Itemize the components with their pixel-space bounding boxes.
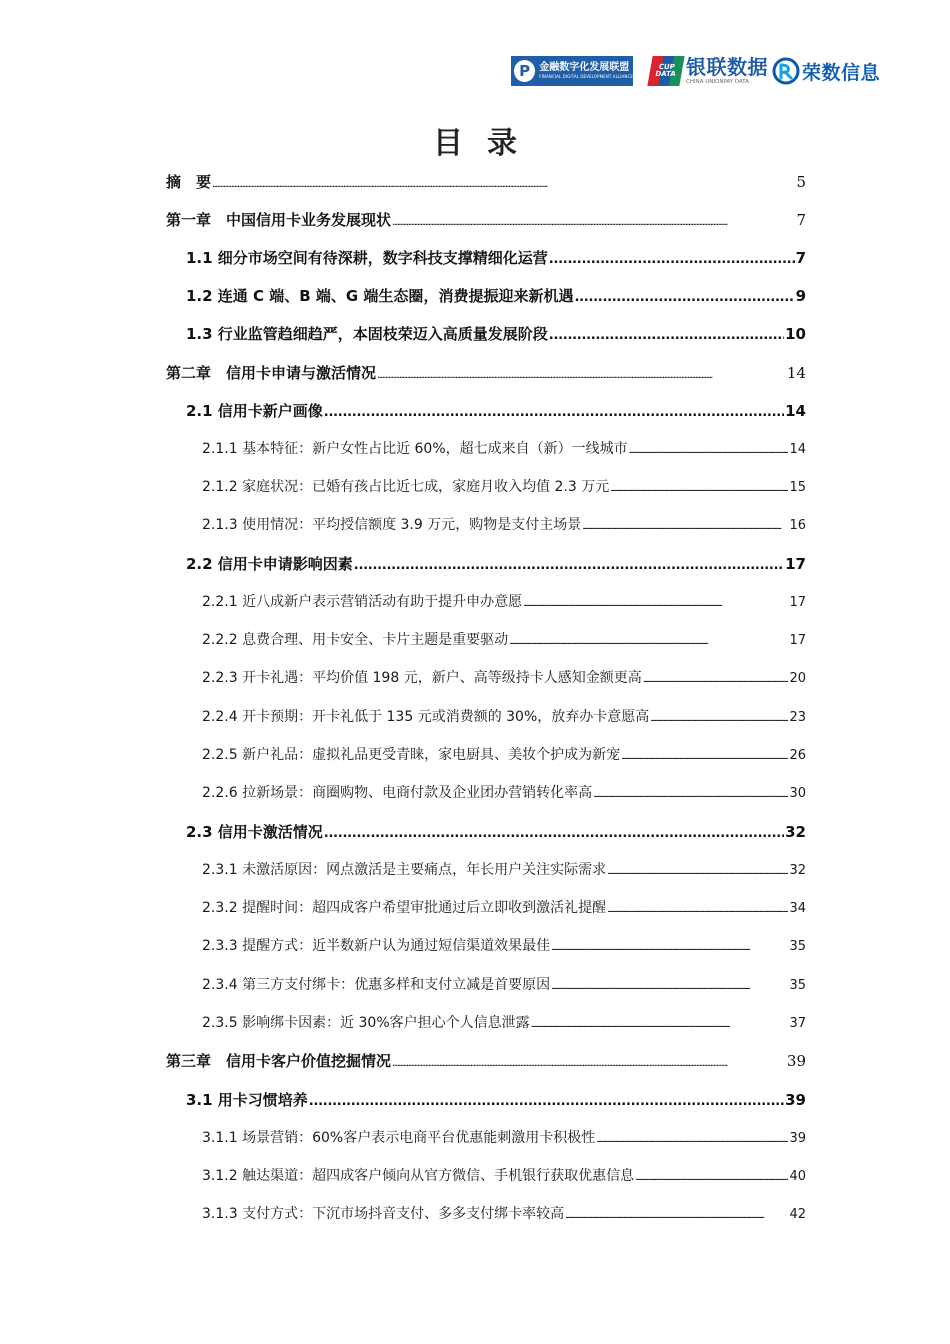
toc-entry-label: 1.3 行业监管趋细趋严，本固枝荣迈入高质量发展阶段 <box>186 325 548 343</box>
toc-entry-label: 2.3.1 未激活原因：网点激活是主要痛点，年长用户关注实际需求 <box>202 862 607 878</box>
toc-entry-label: 摘 要 <box>166 173 212 191</box>
toc-entry[interactable] <box>166 171 806 192</box>
dot-leader <box>607 867 788 877</box>
toc-entry-label: 2.2 信用卡申请影响因素 <box>186 555 353 573</box>
dot-leader <box>324 405 784 420</box>
toc-entry-page: 7 <box>796 211 806 229</box>
toc-entry-label: 2.3 信用卡激活情况 <box>186 823 323 841</box>
dot-leader <box>354 558 784 573</box>
dot-leader <box>621 752 788 762</box>
dot-leader <box>607 905 788 915</box>
dot-leader <box>551 982 788 992</box>
toc-entry-page: 32 <box>785 823 806 841</box>
rongshu-logo-icon <box>772 57 800 85</box>
toc-entry-page: 7 <box>795 249 806 267</box>
toc-entry-page: 23 <box>789 710 806 725</box>
toc-entry-page: 14 <box>785 402 806 420</box>
toc-entry[interactable] <box>202 706 806 726</box>
toc-entry-label: 2.3.5 影响绑卡因素：近 30%客户担心个人信息泄露 <box>202 1015 530 1031</box>
dot-leader <box>582 522 788 532</box>
toc-entry-label: 2.2.4 开卡预期：开卡礼低于 135 元或消费额的 30%，放弃办卡意愿高 <box>202 709 650 725</box>
dot-leader <box>610 484 788 494</box>
dot-leader <box>574 290 794 305</box>
toc-entry-label: 2.1.3 使用情况：平均授信额度 3.9 万元，购物是支付主场景 <box>202 517 582 533</box>
toc-entry[interactable] <box>166 209 806 230</box>
toc-entry-label: 第三章 信用卡客户价值挖掘情况 <box>166 1052 392 1070</box>
toc-entry[interactable] <box>202 974 806 994</box>
fdda-logo-icon: P <box>514 60 535 82</box>
toc-entry-label: 2.2.1 近八成新户表示营销活动有助于提升申办意愿 <box>202 594 523 610</box>
toc-entry-label: 3.1 用卡习惯培养 <box>186 1091 308 1109</box>
toc-entry[interactable] <box>202 744 806 764</box>
toc-entry[interactable] <box>186 400 806 421</box>
toc-entry[interactable] <box>202 438 806 458</box>
toc-entry-page: 20 <box>789 671 806 686</box>
dot-leader <box>392 1058 786 1069</box>
toc-entry-label: 2.2.2 息费合理、用卡安全、卡片主题是重要驱动 <box>202 632 509 648</box>
toc-entry-label: 2.1 信用卡新户画像 <box>186 402 323 420</box>
fdda-logo-name: 金融数字化发展联盟 <box>539 62 630 73</box>
toc-entry-label: 1.2 连通 C 端、B 端、G 端生态圈，消费提振迎来新机遇 <box>186 287 574 305</box>
toc-entry-page: 5 <box>796 173 806 191</box>
toc-entry[interactable] <box>202 667 806 687</box>
toc-entry[interactable] <box>202 1165 806 1185</box>
toc-entry-page: 14 <box>786 364 806 382</box>
toc-entry-page: 17 <box>785 555 806 573</box>
toc-entry-page: 15 <box>789 480 806 495</box>
toc-entry[interactable] <box>202 782 806 802</box>
dot-leader <box>509 637 788 647</box>
toc-entry[interactable] <box>202 935 806 955</box>
toc-entry-page: 10 <box>785 325 806 343</box>
toc-entry-label: 第一章 中国信用卡业务发展现状 <box>166 211 392 229</box>
toc-entry-page: 39 <box>789 1131 806 1146</box>
toc-entry-label: 2.3.2 提醒时间：超四成客户希望审批通过后立即收到激活礼提醒 <box>202 900 607 916</box>
cup-logo-name: 银联数据 <box>686 55 768 79</box>
header-logos <box>0 52 950 88</box>
dot-leader <box>551 943 788 953</box>
toc-entry[interactable] <box>202 1127 806 1147</box>
toc-entry-label: 3.1.2 触达渠道：超四成客户倾向从官方微信、手机银行获取优惠信息 <box>202 1168 635 1184</box>
fdda-logo <box>511 56 633 86</box>
toc-entry[interactable] <box>202 859 806 879</box>
toc-entry[interactable] <box>202 1012 806 1032</box>
toc-entry-label: 2.2.6 拉新场景：商圈购物、电商付款及企业团办营销转化率高 <box>202 785 593 801</box>
toc-entry-label: 2.3.4 第三方支付绑卡：优惠多样和支付立减是首要原因 <box>202 977 551 993</box>
cup-badge-icon: CUP DATA <box>647 56 684 86</box>
toc-entry-page: 17 <box>789 633 806 648</box>
dot-leader <box>596 1135 788 1145</box>
toc-entry[interactable] <box>186 323 806 344</box>
dot-leader <box>523 599 788 609</box>
toc-entry-page: 39 <box>785 1091 806 1109</box>
dot-leader <box>309 1094 784 1109</box>
toc-entry-label: 1.1 细分市场空间有待深耕，数字科技支撑精细化运营 <box>186 249 548 267</box>
toc-entry-label: 2.2.5 新户礼品：虚拟礼品更受青睐，家电厨具、美妆个护成为新宠 <box>202 747 621 763</box>
toc-entry-label: 3.1.3 支付方式：下沉市场抖音支付、多多支付绑卡率较高 <box>202 1206 565 1222</box>
toc-entry[interactable] <box>202 1203 806 1223</box>
toc-entry-page: 30 <box>789 786 806 801</box>
toc-entry[interactable] <box>202 591 806 611</box>
toc-entry-page: 35 <box>789 939 806 954</box>
toc-entry[interactable] <box>166 1050 806 1071</box>
toc-entry-page: 14 <box>789 442 806 457</box>
toc-entry[interactable] <box>186 553 806 574</box>
dot-leader <box>565 1211 788 1221</box>
dot-leader <box>643 675 789 685</box>
dot-leader <box>635 1173 788 1183</box>
toc-entry-label: 2.1.2 家庭状况：已婚有孩占比近七成，家庭月收入均值 2.3 万元 <box>202 479 610 495</box>
page-title: 目录 <box>433 126 541 161</box>
toc-entry-label: 2.1.1 基本特征：新户女性占比近 60%，超七成来自（新）一线城市 <box>202 441 628 457</box>
toc-entry-page: 9 <box>795 287 806 305</box>
toc-entry[interactable] <box>166 362 806 383</box>
toc-entry-page: 26 <box>789 748 806 763</box>
rongshu-logo-name: 荣数信息 <box>802 61 881 84</box>
dot-leader <box>324 826 784 841</box>
toc-entry[interactable] <box>186 247 806 268</box>
toc-entry-page: 32 <box>789 863 806 878</box>
toc-entry-page: 37 <box>789 1016 806 1031</box>
rongshu-logo <box>772 56 880 86</box>
dot-leader <box>593 790 788 800</box>
toc-entry[interactable] <box>202 629 806 649</box>
dot-leader <box>549 252 795 267</box>
toc-entry[interactable] <box>186 1089 806 1110</box>
dot-leader <box>629 446 789 456</box>
dot-leader <box>531 1020 789 1030</box>
dot-leader <box>392 217 795 228</box>
toc-entry-label: 3.1.1 场景营销：60%客户表示电商平台优惠能刺激用卡积极性 <box>202 1130 596 1146</box>
toc-entry-page: 35 <box>789 978 806 993</box>
toc-entry[interactable] <box>202 476 806 496</box>
toc-entry-label: 2.2.3 开卡礼遇：平均价值 198 元，新户、高等级持卡人感知金额更高 <box>202 670 642 686</box>
toc-entry[interactable] <box>202 514 806 534</box>
dot-leader <box>549 328 784 343</box>
toc-entry-page: 39 <box>786 1052 806 1070</box>
toc-entry-page: 16 <box>789 518 806 533</box>
toc-entry[interactable] <box>186 285 806 306</box>
fdda-logo-english: FINANCIAL DIGITAL DEVELOPMENT ALLIANCE <box>539 74 633 79</box>
toc-entry[interactable] <box>202 897 806 917</box>
toc-entry-label: 2.3.3 提醒方式：近半数新户认为通过短信渠道效果最佳 <box>202 938 551 954</box>
cup-logo-english: CHINA UNIONPAY DATA <box>686 79 750 85</box>
dot-leader <box>212 179 795 190</box>
toc-entry-page: 40 <box>789 1169 806 1184</box>
toc-entry-page: 42 <box>789 1207 806 1222</box>
toc-entry-page: 34 <box>789 901 806 916</box>
toc-entry[interactable] <box>186 821 806 842</box>
dot-leader <box>650 714 788 724</box>
toc-entry-page: 17 <box>789 595 806 610</box>
toc-entry-label: 第二章 信用卡申请与激活情况 <box>166 364 377 382</box>
cup-data-logo <box>650 54 768 88</box>
dot-leader <box>377 370 786 381</box>
